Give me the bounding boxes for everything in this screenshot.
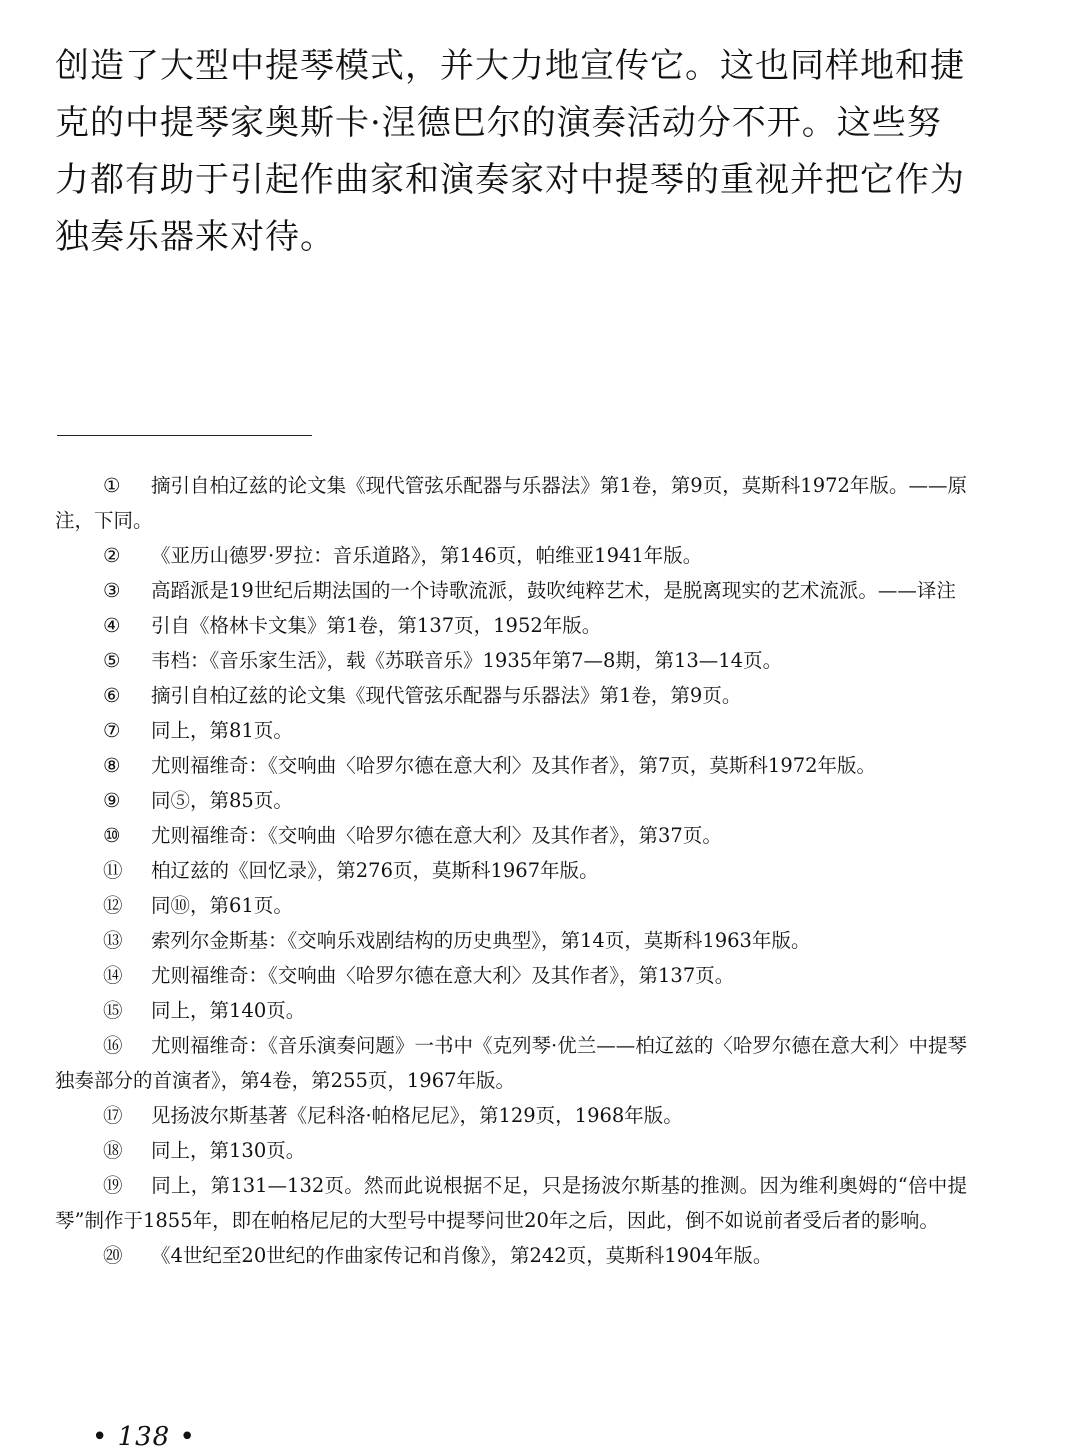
footnote [55,923,967,958]
footnote-text: 《4世纪至20世纪的作曲家传记和肖像》，第242页，莫斯科1904年版。 [151,1244,773,1267]
footnote-marker: ⑳ [103,1244,123,1267]
footnote-text: 见扬波尔斯基著《尼科洛·帕格尼尼》，第129页，1968年版。 [151,1104,683,1127]
footnote-text: 同上，第130页。 [151,1139,306,1162]
body-paragraph: 创造了大型中提琴模式，并大力地宣传它。这也同样地和捷克的中提琴家奥斯卡·涅德巴尔的演奏活动分不开。这些努力都有助于引起作曲家和演奏家对中提琴的重视并把它作为独奏乐器来对待。 [55,46,965,257]
footnote-text: 摘引自柏辽兹的论文集《现代管弦乐配器与乐器法》第1卷，第9页。 [151,684,742,707]
footnote [55,993,967,1028]
footnote-text: 摘引自柏辽兹的论文集《现代管弦乐配器与乐器法》第1卷，第9页，莫斯科1972年版。——原注，下同。 [55,474,967,532]
footnote [55,538,967,573]
footnote-marker: ⑱ [103,1139,123,1162]
footnote-separator [57,435,312,436]
footnote [55,888,967,923]
footnote [55,818,967,853]
footnote [55,643,967,678]
footnote [55,853,967,888]
footnote-marker: ③ [103,579,121,602]
footnote-text: 索列尔金斯基：《交响乐戏剧结构的历史典型》，第14页，莫斯科1963年版。 [151,929,811,952]
footnote [55,1098,967,1133]
footnote-text: 同上，第140页。 [151,999,306,1022]
footnote-marker: ④ [103,614,121,637]
footnote-text: 柏辽兹的《回忆录》，第276页，莫斯科1967年版。 [151,859,599,882]
footnote-marker: ⑭ [103,964,123,987]
footnote [55,1133,967,1168]
footnote [55,1238,967,1273]
footnote-marker: ⑨ [103,789,121,812]
footnote-text: 尤则福维奇：《交响曲〈哈罗尔德在意大利〉及其作者》，第137页。 [151,964,735,987]
footnote-marker: ⑦ [103,719,121,742]
footnote-marker: ② [103,544,121,567]
footnote-text: 同⑤，第85页。 [151,789,293,812]
footnote-text: 韦档：《音乐家生活》，载《苏联音乐》1935年第7—8期，第13—14页。 [151,649,783,672]
footnote-text: 同⑩，第61页。 [151,894,293,917]
footnote-text: 高蹈派是19世纪后期法国的一个诗歌流派，鼓吹纯粹艺术，是脱离现实的艺术流派。——译注 [151,579,956,602]
footnote-marker: ⑯ [103,1034,123,1057]
footnote [55,1028,967,1098]
footnote-marker: ⑫ [103,894,123,917]
page-number: • 138 • [92,1422,196,1452]
footnote [55,783,967,818]
footnote-list [55,468,967,1273]
footnote-text: 引自《格林卡文集》第1卷，第137页，1952年版。 [151,614,602,637]
footnote-text: 同上，第131—132页。然而此说根据不足，只是扬波尔斯基的推测。因为维利奥姆的“倍中提琴”制作于1855年，即在帕格尼尼的大型号中提琴问世20年之后，因此，倒不如说前者受后者的影响。 [55,1174,967,1232]
footnote-marker: ⑲ [103,1174,123,1197]
footnote-text: 尤则福维奇：《交响曲〈哈罗尔德在意大利〉及其作者》，第37页。 [151,824,722,847]
footnote [55,608,967,643]
footnote-marker: ⑤ [103,649,121,672]
footnote [55,1168,967,1238]
footnote-marker: ⑬ [103,929,123,952]
footnote-marker: ⑮ [103,999,123,1022]
footnote [55,573,967,608]
footnote-marker: ⑧ [103,754,121,777]
footnote-marker: ⑰ [103,1104,123,1127]
footnote-marker: ⑩ [103,824,121,847]
footnote-marker: ⑪ [103,859,123,882]
footnote-text: 《亚历山德罗·罗拉：音乐道路》，第146页，帕维亚1941年版。 [151,544,703,567]
footnote [55,713,967,748]
footnote-text: 尤则福维奇：《交响曲〈哈罗尔德在意大利〉及其作者》，第7页，莫斯科1972年版。 [151,754,877,777]
footnote [55,958,967,993]
footnote-text: 尤则福维奇：《音乐演奏问题》一书中《克列琴·优兰——柏辽兹的〈哈罗尔德在意大利〉中提琴独奏部分的首演者》，第4卷，第255页，1967年版。 [55,1034,967,1092]
footnote-text: 同上，第81页。 [151,719,293,742]
footnote [55,748,967,783]
footnote-marker: ⑥ [103,684,121,707]
footnote-marker: ① [103,474,121,497]
footnote [55,468,967,538]
footnote [55,678,967,713]
